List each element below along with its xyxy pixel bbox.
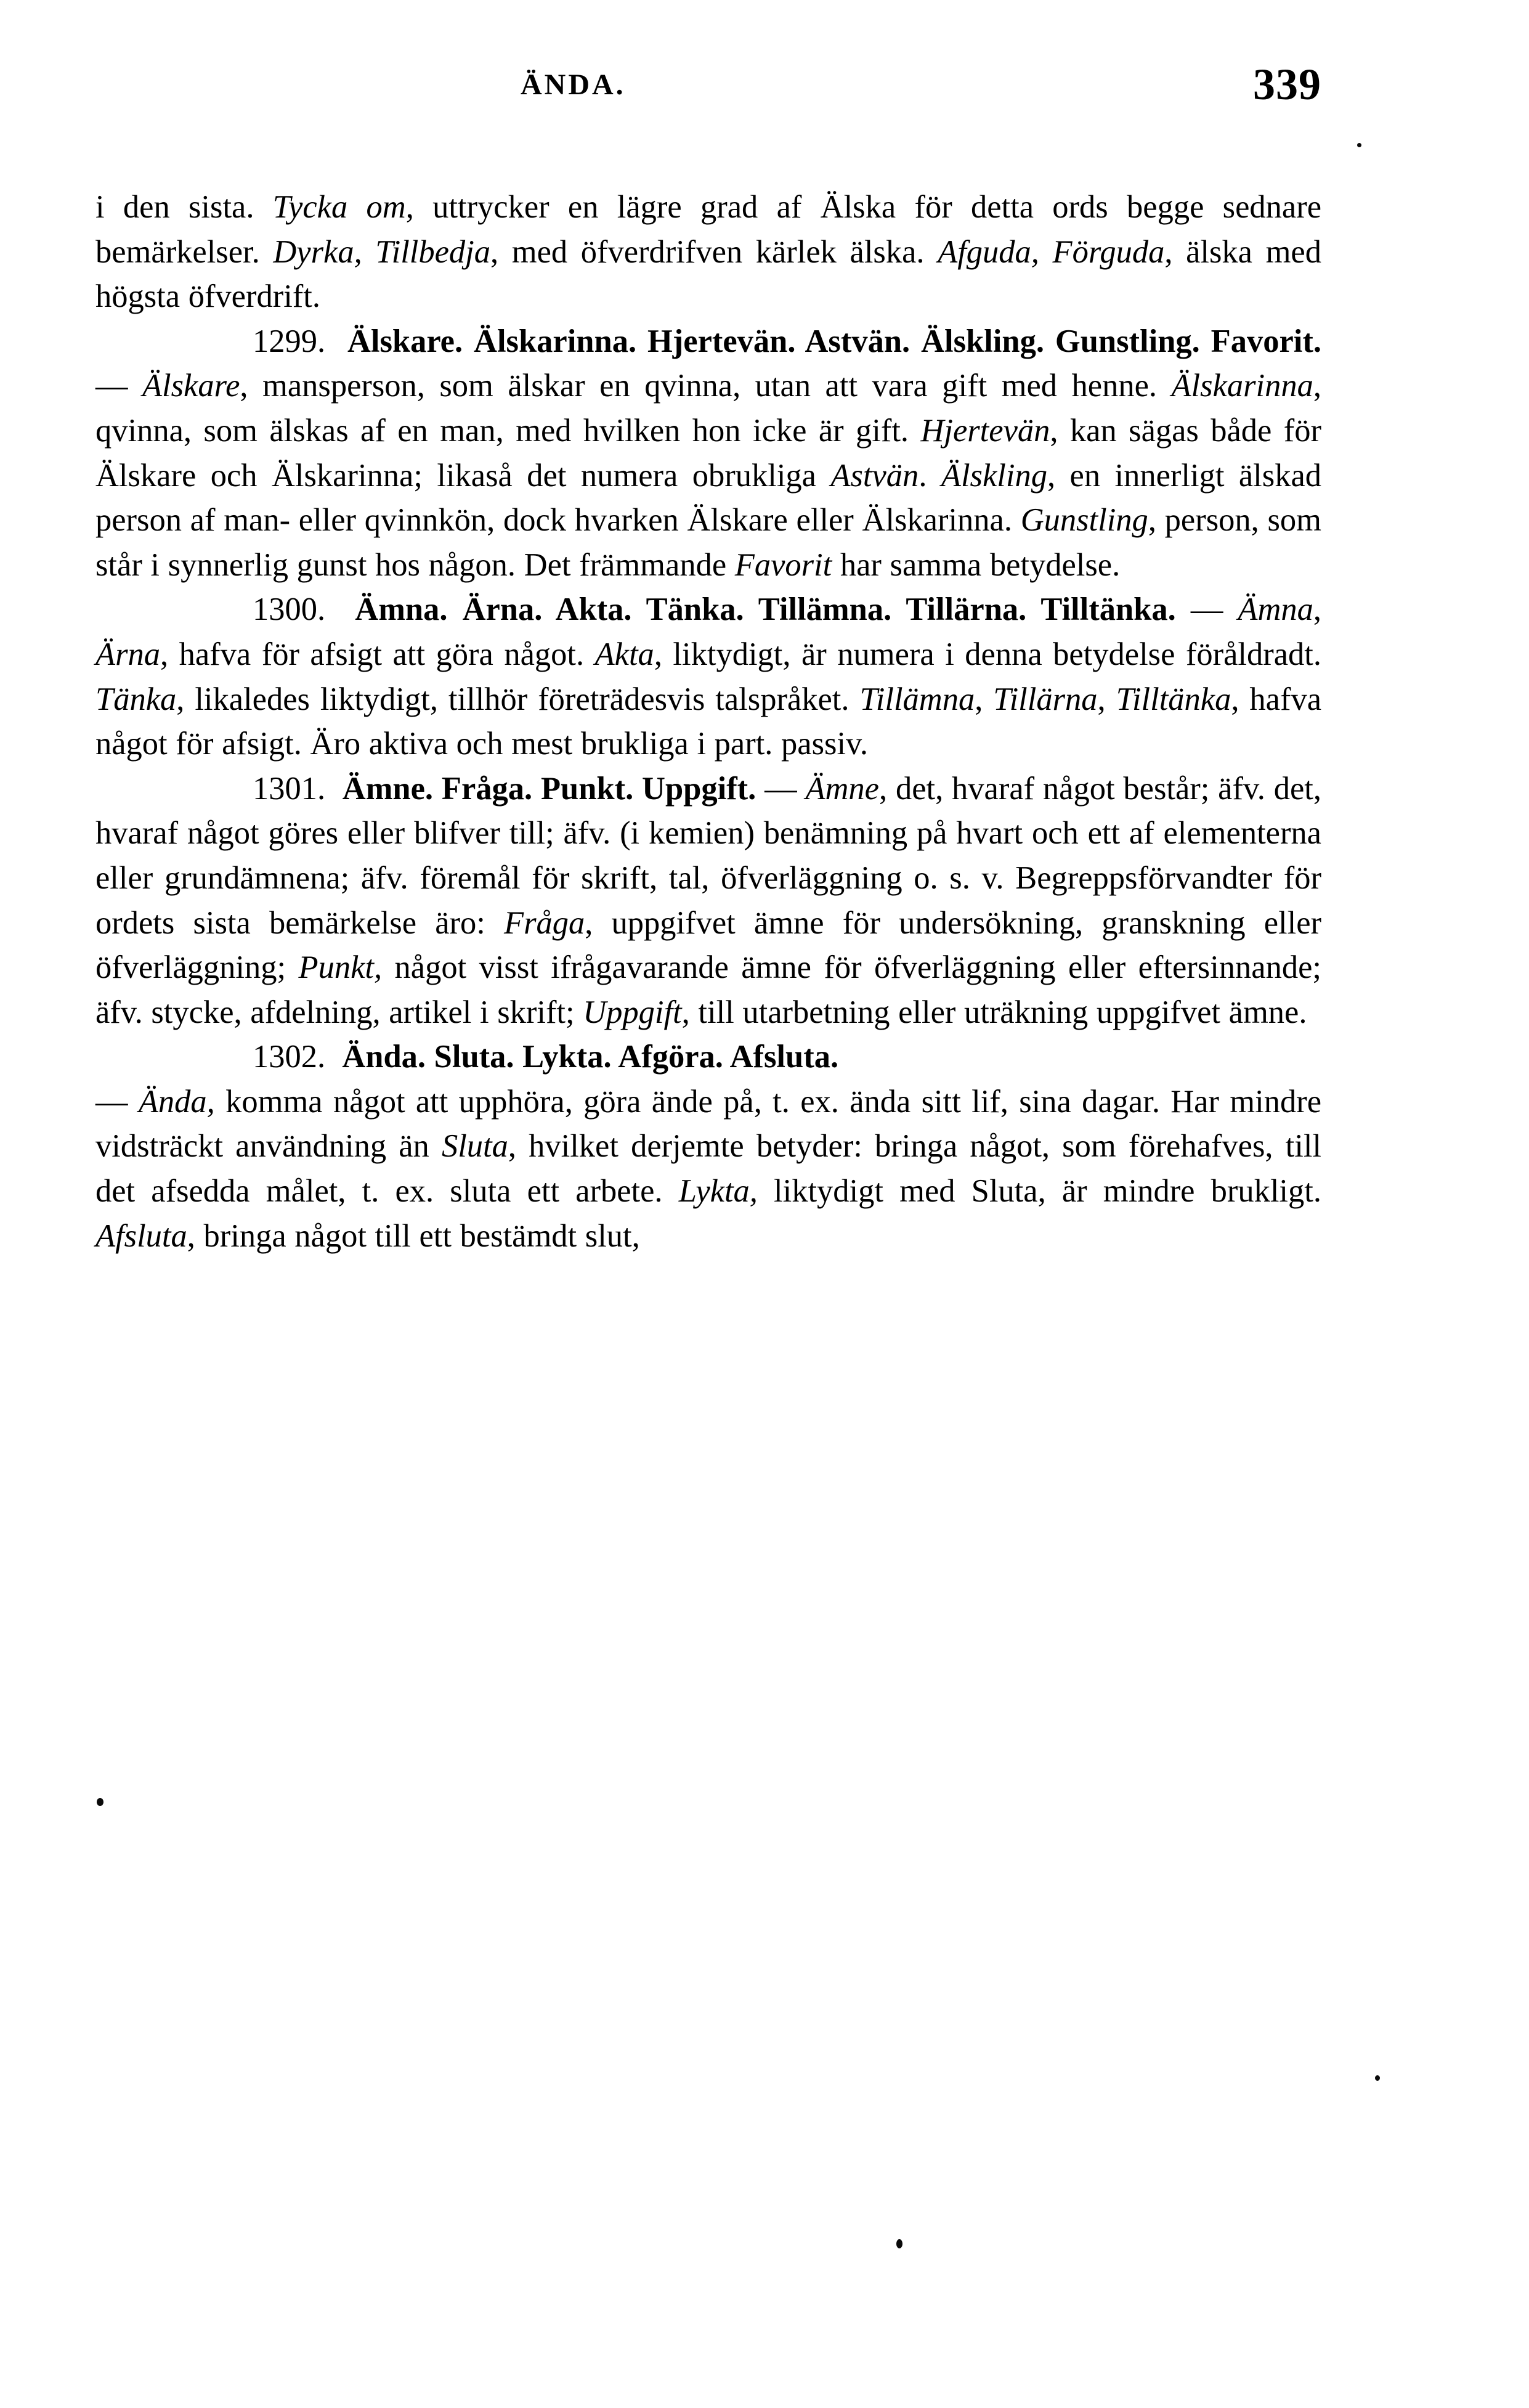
running-head [95,60,1321,185]
continuation-paragraph [95,185,1321,319]
dictionary-entry-1302 [95,1035,1321,1080]
cont-seg-italic-1: Tycka om [272,189,406,225]
page-content-column [95,0,1321,1258]
ink-speck-artifact [896,2239,902,2248]
cont-seg-roman-3: , med öfverdrifven kärlek älska. [490,234,938,270]
cont-seg-roman-4: , älska med högsta öfverdrift. [95,234,1321,315]
body-text [95,185,1321,1258]
entry-definition: — Ämne, det, hvaraf något består; äfv. det, hvaraf något göres eller blifver till; äfv. (i kemien) benämning på hvart och ett af elementerna eller grundämnena; äfv. föremål för skrift, tal, öfverläggning o. s. v. Begreppsförvandter för ordets sista bemärkelse äro: Fråga, uppgifvet ämne för undersökning, granskning eller öfverläggning; Punkt, något visst ifrågavarande ämne för öfverläggning eller eftersinnande; äfv. stycke, afdelning, artikel i skrift; Uppgift, till utarbetning eller uträkning uppgifvet ämne. [95,770,1322,1030]
entry-number: 1301. [253,770,326,807]
entry-number: 1299. [253,323,326,359]
cont-seg-roman-1: i den sista. [95,189,273,225]
entry-definition: — Ämna, Ärna, hafva för afsigt att göra något. Akta, liktydigt, är numera i denna betydelse föråldradt. Tänka, likaledes liktydigt, tillhör företrädesvis talspråket. Tillämna, Tillärna, Tilltänka, hafva något för afsigt. Äro aktiva och mest brukliga i part. passiv. [95,592,1322,762]
cont-seg-roman-2: , uttrycker en lägre grad af Älska för detta ords begge sednare bemärkelser. [95,189,1322,270]
dictionary-entry-1300 [95,587,1321,766]
entry-number: 1300. [253,592,326,628]
entry-headwords: Ända. Sluta. Lykta. Afgöra. Afsluta. [342,1039,839,1075]
entry-headwords: Ämne. Fråga. Punkt. Uppgift. [342,770,756,807]
entry-headwords: Älskare. Älskarinna. Hjertevän. Astvän. Älskling. Gunstling. Favorit. [347,323,1321,359]
dictionary-entry-1299 [95,319,1321,588]
page-number: 339 [1253,60,1321,109]
ink-speck-artifact [1357,143,1361,147]
entry-number: 1302. [253,1039,326,1075]
cont-seg-italic-3: Afguda, Förguda [938,234,1165,270]
ink-speck-artifact [97,1798,103,1806]
running-head-title: ÄNDA. [521,68,626,101]
dictionary-entry-1301 [95,767,1321,1035]
entry-headwords: Ämna. Ärna. Akta. Tänka. Tillämna. Tillärna. Tilltänka. [355,592,1176,628]
entry-definition: — Älskare, mansperson, som älskar en qvinna, utan att vara gift med henne. Älskarinna, qvinna, som älskas af en man, med hvilken hon icke är gift. Hjertevän, kan sägas både för Älskare och Älskarinna; likaså det numera obrukliga Astvän. Älskling, en innerligt älskad person af man- eller qvinnkön, dock hvarken Älskare eller Älskarinna. Gunstling, person, som står i synnerlig gunst hos någon. Det främmande Favorit har samma betydelse. [95,368,1321,583]
cont-seg-italic-2: Dyrka, Tillbedja [273,234,491,270]
ink-speck-artifact [1375,2075,1380,2081]
dictionary-entry-1302-definition: — Ända, komma något att upphöra, göra ände på, t. ex. ända sitt lif, sina dagar. Har mindre vidsträckt användning än Sluta, hvilket derjemte betyder: bringa något, som förehafves, till det afsedda målet, t. ex. sluta ett arbete. Lykta, liktydigt med Sluta, är mindre brukligt. Afsluta, bringa något till ett bestämdt slut, [95,1083,1321,1254]
